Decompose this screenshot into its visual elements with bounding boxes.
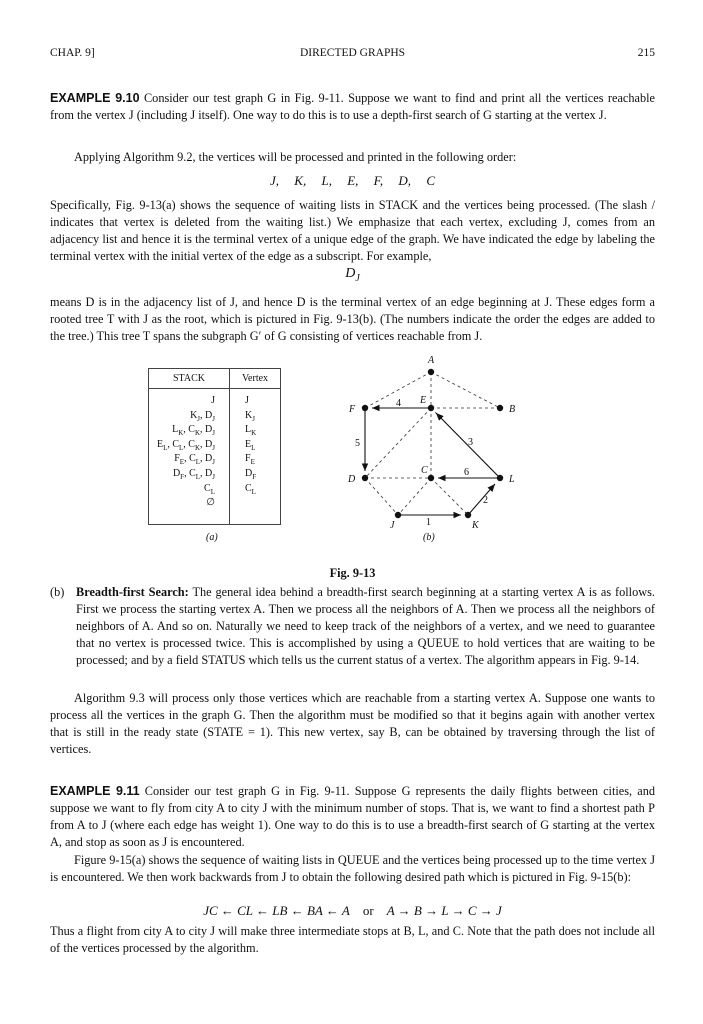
running-title: DIRECTED GRAPHS: [299, 47, 406, 59]
node-A: A: [428, 355, 435, 366]
example-9-11-intro: [50, 783, 655, 851]
path-backwards: JC ← CL ← LB ← BA ← A: [203, 903, 350, 918]
node-K: K: [472, 520, 479, 531]
graph-vertices: [362, 369, 503, 518]
order-item: E,: [347, 173, 359, 188]
stack-column: [149, 389, 230, 525]
vertex-list: [230, 394, 280, 511]
order-item: L,: [321, 173, 332, 188]
paragraph: Algorithm 9.3 will process only those vertices which are reachable from a starting vertex A. Suppose one wants to process all the vertices in the graph G. Then the algorithm must be modified so that it begins again with another vertex that is still in the ready state (STATE = 1). This new vertex, say B, can be obtained by traversing through the list of vertices.: [50, 691, 655, 756]
edge-order-6: 6: [464, 467, 469, 478]
node-C: C: [421, 465, 428, 476]
node-B: B: [509, 404, 516, 415]
vertex-row: $L_K$: [245, 424, 257, 438]
item-tag: (b): [50, 585, 65, 599]
tree-edges: [365, 408, 500, 515]
edge-order-2: 2: [483, 495, 488, 506]
dashed-edges: [365, 372, 500, 515]
vertex-row: $F_E$: [245, 453, 255, 467]
vertex-labels: [347, 355, 515, 531]
figure-caption: Fig. 9-13: [329, 566, 376, 580]
edge-order-3: 3: [468, 437, 473, 448]
chapter-label: CHAP. 9]: [50, 47, 95, 59]
paragraph: The general idea behind a breadth-first search beginning at a starting vertex A is as follows. First we process the starting vertex A. Then we process all the neighbors of A. Then we process all the neighbors of neighbors of A. And so on. Naturally we need to keep track of the neighbors of a vertex, and we need to guarantee that no vertex is processed twice. This is accomplished by using a QUEUE to hold vertices that are waiting to be processed; and by a field STATUS which tells us the current status of a vertex. The algorithm appears in Fig. 9-14.: [76, 585, 655, 667]
vertex-header: Vertex: [230, 369, 281, 389]
order-item: D,: [398, 173, 412, 188]
stack-row: $F_E$, $C_L$, $D_J$: [174, 453, 215, 467]
edge-order-5: 5: [355, 438, 360, 449]
path-forwards: A → B → L → C → J: [386, 903, 502, 918]
paragraph: Specifically, Fig. 9-13(a) shows the sequence of waiting lists in STACK and the vertices being processed. (The slash / indicates that vertex is deleted from the waiting list.) We emphasize that each vertex, excluding J, comes from an adjacency list and hence it is the terminal vertex of a unique edge of the graph. We have indicated the edge by labeling the terminal vertex with the initial vertex of the edge as a subscript. For example,: [50, 198, 655, 263]
example-label: EXAMPLE 9.10: [50, 91, 140, 105]
path-formula: [50, 903, 655, 919]
stack-row: J: [211, 395, 215, 406]
stack-row: $D_F$, $C_L$, $D_J$: [172, 467, 215, 481]
node-D: D: [348, 474, 356, 485]
bfs-title: Breadth-first Search:: [76, 585, 189, 599]
formula-base: D: [345, 266, 356, 281]
node-E: E: [420, 395, 427, 406]
paragraph: Applying Algorithm 9.2, the vertices will be processed and printed in the following order:: [74, 150, 517, 164]
node-F: F: [349, 404, 356, 415]
order-item: J,: [270, 173, 280, 188]
vertex-row: [245, 496, 280, 511]
stack-table: [148, 368, 281, 525]
paragraph: Figure 9-15(a) shows the sequence of waiting lists in QUEUE and the vertices being processed up to the time vertex J is encountered. We then work backwards from J to obtain the following desired path which is pictured in Fig. 9-15(b):: [50, 853, 655, 884]
vertex-row: $D_F$: [245, 467, 257, 481]
stack-row: $E_L$, $C_L$, $C_K$, $D_J$: [156, 438, 215, 452]
order-item: K,: [294, 173, 307, 188]
stack-row: ∅: [206, 497, 215, 509]
vertex-row: $E_L$: [245, 438, 256, 452]
figure-label-b: (b): [423, 532, 435, 543]
vertex-row: $C_L$: [245, 482, 256, 496]
example-label: EXAMPLE 9.11: [50, 784, 140, 798]
paragraph: Thus a flight from city A to city J will make three intermediate stops at B, L, and C. Note that the path does not include all of the vertices processed by the algorithm.: [50, 924, 655, 955]
stack-row: $L_K$, $C_K$, $D_J$: [172, 424, 215, 438]
vertex-row: J: [245, 395, 249, 406]
stack-list: [149, 394, 229, 511]
node-J: J: [390, 520, 395, 531]
edge-order-4: 4: [396, 398, 401, 409]
stack-header: STACK: [149, 369, 230, 389]
path-or: or: [362, 903, 374, 918]
figure-label-a: (a): [206, 532, 218, 543]
tree-graph: [330, 350, 530, 535]
page-number: 215: [637, 47, 655, 59]
bfs-item: [50, 584, 655, 669]
edge-order-1: 1: [426, 517, 431, 528]
paragraph: Consider our test graph G in Fig. 9-11. Suppose G represents the daily flights between cities, and suppose we want to fly from city A to city J with the minimum number of stops. That is, we want to find a shortest path P from A to J (where each edge has weight 1). One way to do this is to use a breadth-first search of G starting at the vertex A, and stop as soon as J is encountered.: [50, 784, 656, 849]
example-9-10-intro: [50, 90, 655, 124]
order-item: F,: [373, 173, 384, 188]
vertex-row: $K_J$: [245, 409, 255, 423]
paragraph: Consider our test graph G in Fig. 9-11. Suppose we want to find and print all the vertices reachable from the vertex J (including J itself). One way to do this is to use a depth-first search of G starting at the vertex J.: [50, 91, 655, 122]
formula-dj: [50, 266, 655, 284]
formula-subscript: J: [355, 272, 360, 284]
order-item: C: [426, 173, 435, 188]
node-L: L: [509, 474, 515, 485]
paragraph: means D is in the adjacency list of J, and hence D is the terminal vertex of an edge beginning at J. These edges form a rooted tree T with J as the root, which is pictured in Fig. 9-13(b). (The numbers indicate the order the edges are added to the tree.) This tree T spans the subgraph G′ of G consisting of vertices reachable from J.: [50, 295, 655, 343]
stack-row: $K_J$, $D_J$: [190, 409, 215, 423]
vertex-column: [230, 389, 281, 525]
page-header: [50, 47, 655, 63]
vertex-order: [50, 173, 655, 189]
stack-row: $C_L$: [204, 482, 215, 496]
